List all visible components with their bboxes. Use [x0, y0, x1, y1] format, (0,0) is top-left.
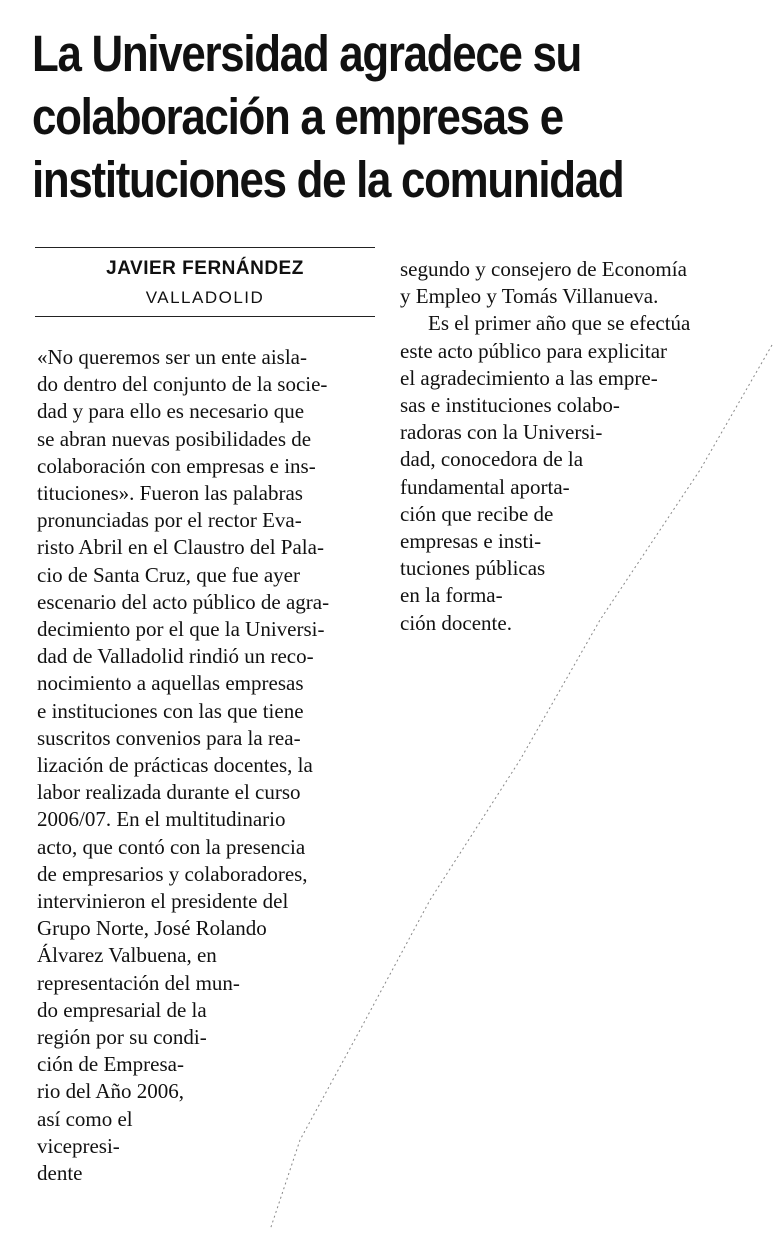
- body-line: región por su condi-: [37, 1025, 207, 1050]
- body-line: escenario del acto público de agra-: [37, 589, 330, 614]
- headline: [32, 22, 763, 211]
- paragraph-start-line: Es el primer año que se efectúa: [428, 311, 691, 336]
- body-line: cio de Santa Cruz, que fue ayer: [37, 562, 300, 587]
- body-line: do dentro del conjunto de la socie-: [37, 372, 328, 397]
- body-line: Grupo Norte, José Rolando: [37, 916, 267, 941]
- author-byline: JAVIER FERNÁNDEZ: [106, 258, 304, 279]
- body-line: e instituciones con las que tiene: [37, 698, 304, 723]
- byline-top-rule: [35, 247, 375, 248]
- body-line: «No queremos ser un ente aisla-: [37, 345, 307, 369]
- body-line: do empresarial de la: [37, 997, 207, 1022]
- byline-bottom-rule: [35, 316, 375, 317]
- body-line: se abran nuevas posibilidades de: [37, 426, 312, 451]
- body-line: Álvarez Valbuena, en: [37, 943, 217, 968]
- body-line: labor realizada durante el curso: [37, 780, 301, 805]
- body-line: ción que recibe de: [400, 501, 554, 526]
- body-line: ción de Empresa-: [37, 1052, 184, 1077]
- body-line: decimiento por el que la Universi-: [37, 617, 325, 642]
- body-line: así como el: [37, 1106, 133, 1131]
- location-byline: VALLADOLID: [145, 288, 265, 307]
- body-line: pronunciadas por el rector Eva-: [37, 508, 302, 533]
- body-line: acto, que contó con la presencia: [37, 834, 306, 859]
- body-column-right: [400, 256, 690, 637]
- body-line: fundamental aporta-: [400, 474, 570, 499]
- headline-line: La Universidad agradece su: [32, 25, 582, 82]
- body-line: representación del mun-: [37, 970, 240, 995]
- body-line: nocimiento a aquellas empresas: [37, 671, 304, 696]
- body-line: sas e instituciones colabo-: [400, 393, 620, 418]
- body-line: en la forma-: [400, 583, 503, 608]
- body-line: intervinieron el presidente del: [37, 889, 289, 914]
- body-line: de empresarios y colaboradores,: [37, 861, 308, 886]
- body-line: rio del Año 2006,: [37, 1079, 184, 1104]
- body-line: tituciones». Fueron las palabras: [37, 481, 303, 506]
- body-column-left: [37, 344, 329, 1187]
- headline-line: instituciones de la comunidad: [32, 151, 624, 208]
- body-line: dad, conocedora de la: [400, 447, 584, 472]
- body-line: ción docente.: [400, 610, 512, 635]
- body-line: colaboración con empresas e ins-: [37, 453, 316, 478]
- body-line: este acto público para explicitar: [400, 338, 668, 363]
- body-line: lización de prácticas docentes, la: [37, 753, 313, 778]
- body-line: suscritos convenios para la rea-: [37, 725, 301, 750]
- body-line: tuciones públicas: [400, 556, 546, 581]
- body-line: empresas e insti-: [400, 529, 542, 554]
- body-line: el agradecimiento a las empre-: [400, 365, 658, 390]
- body-line: radoras con la Universi-: [400, 420, 603, 445]
- body-line: risto Abril en el Claustro del Pala-: [37, 535, 324, 560]
- body-line: vicepresi-: [37, 1133, 120, 1158]
- body-line: dad de Valladolid rindió un reco-: [37, 644, 314, 669]
- body-line: segundo y consejero de Economía: [400, 257, 687, 281]
- body-line: y Empleo y Tomás Villanueva.: [400, 284, 659, 309]
- headline-line: colaboración a empresas e: [32, 88, 563, 145]
- body-line: 2006/07. En el multitudinario: [37, 807, 286, 832]
- body-line: dente: [37, 1161, 83, 1186]
- body-line: dad y para ello es necesario que: [37, 399, 305, 424]
